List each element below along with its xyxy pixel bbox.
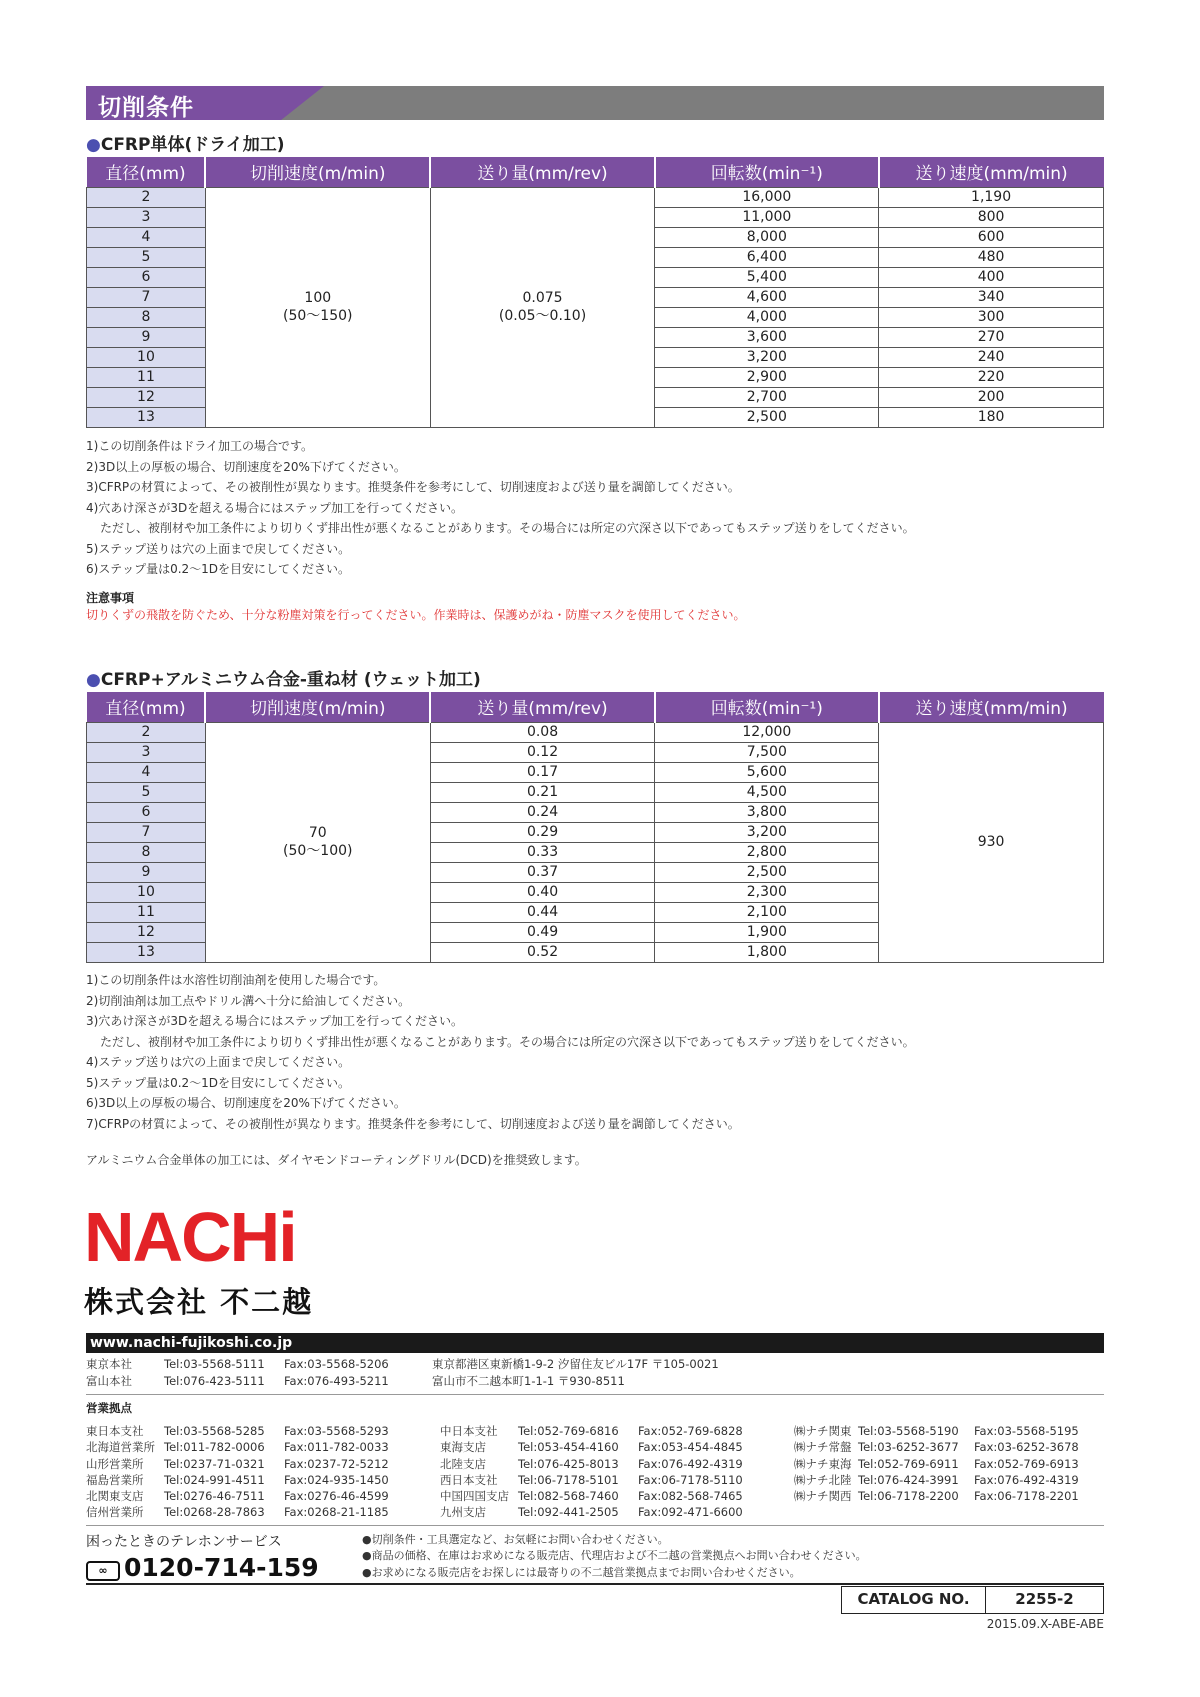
office-name: ㈱ナチ常盤: [794, 1440, 852, 1455]
office-name: 北関東支店: [86, 1489, 144, 1504]
table2-title: [86, 665, 481, 690]
office-tel: Tel:03-5568-5285: [164, 1424, 265, 1438]
table1-header-row: [87, 157, 1104, 187]
office-fax: Fax:052-769-6913: [974, 1456, 1079, 1471]
list-item: [440, 1439, 758, 1455]
rpm-cell: 3,600: [655, 327, 879, 347]
feedspeed-cell: 800: [879, 207, 1104, 227]
edition-code: 2015.09.X-ABE-ABE: [986, 1617, 1104, 1631]
diameter-cell: 11: [87, 902, 206, 922]
speed-range: (50〜150): [283, 308, 353, 324]
office-tel: Tel:052-769-6816: [518, 1424, 619, 1438]
feedspeed-cell: 930: [879, 722, 1104, 962]
diameter-cell: 2: [87, 722, 206, 742]
feed-cell: 0.40: [430, 882, 655, 902]
rpm-cell: 2,700: [655, 387, 879, 407]
list-item: [86, 1456, 404, 1472]
catalog-label: CATALOG NO.: [842, 1587, 986, 1613]
office-fax: Fax:06-7178-2201: [974, 1489, 1079, 1504]
office-address: 東京都港区東新橋1-9-2 汐留住友ビル17F 〒105-0021: [432, 1357, 719, 1371]
office-name: 山形営業所: [86, 1456, 144, 1471]
website-url[interactable]: www.nachi-fujikoshi.co.jp: [86, 1333, 1104, 1353]
caution-text: 切りくずの飛散を防ぐため、十分な粉塵対策を行ってください。作業時は、保護めがね・防塵マスクを使用してください。: [86, 608, 746, 622]
diameter-cell: 8: [87, 842, 206, 862]
list-item: [86, 1356, 792, 1373]
feed-value: 0.075: [522, 290, 563, 306]
diameter-cell: 6: [87, 802, 206, 822]
office-fax: Fax:03-5568-5195: [974, 1424, 1079, 1438]
branch-column-3: [794, 1423, 1094, 1504]
list-item: [440, 1423, 758, 1439]
office-name: ㈱ナチ関東: [794, 1424, 852, 1438]
note-line: 5)ステップ量は0.2〜1Dを目安にしてください。: [86, 1075, 351, 1090]
list-item: [86, 1423, 404, 1439]
feed-cell: 0.37: [430, 862, 655, 882]
sales-offices-heading: 営業拠点: [86, 1401, 132, 1415]
note-line: 5)ステップ送りは穴の上面まで戻してください。: [86, 541, 351, 556]
note-line: 2)切削油剤は加工点やドリル溝へ十分に給油してください。: [86, 993, 411, 1008]
list-item: [794, 1488, 1094, 1504]
office-tel: Tel:03-5568-5190: [858, 1424, 959, 1438]
list-item: [794, 1456, 1094, 1472]
telephone-service-label: 困ったときのテレホンサービス: [86, 1534, 282, 1550]
office-tel: Tel:076-424-3991: [858, 1472, 959, 1487]
speed-cell: [205, 187, 430, 427]
divider: [86, 1583, 1104, 1585]
office-tel: Tel:03-6252-3677: [858, 1440, 959, 1455]
diameter-cell: 10: [87, 347, 206, 367]
rpm-cell: 5,600: [655, 762, 879, 782]
table1-notes: [86, 436, 915, 580]
caution-heading: 注意事項: [86, 591, 135, 605]
feed-cell: 0.24: [430, 802, 655, 822]
office-tel: Tel:0237-71-0321: [164, 1456, 265, 1471]
office-fax: Fax:011-782-0033: [284, 1440, 389, 1455]
office-tel: Tel:03-5568-5111: [164, 1357, 265, 1371]
office-tel: Tel:0276-46-7511: [164, 1489, 265, 1504]
diameter-cell: 3: [87, 742, 206, 762]
branch-column-2: [440, 1423, 758, 1521]
feedspeed-cell: 300: [879, 307, 1104, 327]
bullet-dot-icon: ●: [86, 135, 101, 155]
table1: [86, 157, 1104, 428]
note-line: 3)CFRPの材質によって、その被削性が異なります。推奨条件を参考にして、切削速度および送り量を調節してください。: [86, 480, 740, 494]
feed-cell: 0.08: [430, 722, 655, 742]
office-tel: Tel:06-7178-2200: [858, 1489, 959, 1504]
aluminium-note: アルミニウム合金単体の加工には、ダイヤモンドコーティングドリル(DCD)を推奨致します。: [86, 1153, 587, 1167]
table2: [86, 692, 1104, 963]
diameter-cell: 3: [87, 207, 206, 227]
office-tel: Tel:082-568-7460: [518, 1489, 619, 1504]
feed-cell: 0.52: [430, 942, 655, 962]
speed-cell: [205, 722, 430, 962]
rpm-cell: 2,300: [655, 882, 879, 902]
diameter-cell: 13: [87, 942, 206, 962]
diameter-cell: 13: [87, 407, 206, 427]
rpm-cell: 2,500: [655, 862, 879, 882]
bullet-line: ●切削条件・工具選定など、お気軽にお問い合わせください。: [362, 1533, 669, 1546]
table2-notes: [86, 970, 915, 1134]
table1-title: [86, 130, 285, 155]
office-name: 北陸支店: [440, 1456, 486, 1471]
diameter-cell: 7: [87, 287, 206, 307]
diameter-cell: 8: [87, 307, 206, 327]
office-name: ㈱ナチ北陸: [794, 1472, 852, 1487]
feed-cell: [430, 187, 655, 427]
diameter-cell: 7: [87, 822, 206, 842]
free-dial-icon: ∞: [86, 1561, 120, 1581]
note-line: 6)3D以上の厚板の場合、切削速度を20%下げてください。: [86, 1096, 406, 1110]
diameter-cell: 5: [87, 247, 206, 267]
rpm-cell: 16,000: [655, 187, 879, 207]
catalog-number-box: [841, 1586, 1104, 1614]
feedspeed-cell: 220: [879, 367, 1104, 387]
list-item: [440, 1504, 758, 1520]
note-line: 4)ステップ送りは穴の上面まで戻してください。: [86, 1055, 351, 1069]
office-name: 西日本支社: [440, 1472, 498, 1487]
table2-header-row: [87, 692, 1104, 722]
note-line: 7)CFRPの材質によって、その被削性が異なります。推奨条件を参考にして、切削速度および送り量を調節してください。: [86, 1116, 740, 1131]
note-line: 1)この切削条件は水溶性切削油剤を使用した場合です。: [86, 973, 386, 987]
feed-cell: 0.12: [430, 742, 655, 762]
feedspeed-cell: 180: [879, 407, 1104, 427]
feedspeed-cell: 600: [879, 227, 1104, 247]
note-line: 1)この切削条件はドライ加工の場合です。: [86, 439, 313, 453]
office-name: 九州支店: [440, 1505, 486, 1520]
office-fax: Fax:0276-46-4599: [284, 1489, 389, 1504]
office-name: 中国四国支店: [440, 1489, 509, 1504]
speed-value: 70: [308, 825, 327, 841]
office-name: ㈱ナチ関西: [794, 1489, 852, 1504]
table2-header-feed: 送り量(mm/rev): [430, 692, 655, 722]
telephone-service: [86, 1531, 319, 1582]
list-item: [86, 1472, 404, 1488]
table1-header-diameter: 直径(mm): [87, 157, 206, 187]
rpm-cell: 3,800: [655, 802, 879, 822]
company-logo: [84, 1198, 314, 1321]
headquarters-list: [86, 1356, 792, 1389]
divider: [86, 1525, 1104, 1526]
feed-cell: 0.29: [430, 822, 655, 842]
company-name: 株式会社 不二越: [84, 1285, 314, 1319]
office-fax: Fax:0268-21-1185: [284, 1505, 389, 1520]
rpm-cell: 4,600: [655, 287, 879, 307]
branch-column-1: [86, 1423, 404, 1521]
list-item: [440, 1488, 758, 1504]
diameter-cell: 4: [87, 227, 206, 247]
diameter-cell: 12: [87, 387, 206, 407]
office-name: 福島営業所: [86, 1472, 144, 1487]
diameter-cell: 11: [87, 367, 206, 387]
note-line: ただし、被削材や加工条件により切りくず排出性が悪くなることがあります。その場合には所定の穴深さ以下であってもステップ送りをしてください。: [100, 1034, 915, 1049]
catalog-number: 2255-2: [1015, 1590, 1074, 1608]
feed-cell: 0.49: [430, 922, 655, 942]
table2-header-rpm: 回転数(min⁻¹): [655, 692, 879, 722]
table1-header-rpm: 回転数(min⁻¹): [655, 157, 879, 187]
feedspeed-cell: 270: [879, 327, 1104, 347]
list-item: [86, 1439, 404, 1455]
office-fax: Fax:03-5568-5206: [284, 1357, 389, 1371]
office-address: 富山市不二越本町1-1-1 〒930-8511: [432, 1373, 625, 1388]
diameter-cell: 5: [87, 782, 206, 802]
feed-cell: 0.21: [430, 782, 655, 802]
feedspeed-cell: 200: [879, 387, 1104, 407]
list-item: [440, 1472, 758, 1488]
list-item: [794, 1472, 1094, 1488]
note-line: ただし、被削材や加工条件により切りくず排出性が悪くなることがあります。その場合には所定の穴深さ以下であってもステップ送りをしてください。: [100, 521, 915, 535]
diameter-cell: 9: [87, 327, 206, 347]
office-tel: Tel:053-454-4160: [518, 1440, 619, 1455]
list-item: [86, 1504, 404, 1520]
office-fax: Fax:053-454-4845: [638, 1440, 743, 1455]
rpm-cell: 7,500: [655, 742, 879, 762]
rpm-cell: 1,900: [655, 922, 879, 942]
rpm-cell: 4,000: [655, 307, 879, 327]
office-fax: Fax:076-492-4319: [974, 1472, 1079, 1487]
bullet-dot-icon: ●: [86, 670, 101, 690]
table2-title-text: CFRP+アルミニウム合金-重ね材 (ウェット加工): [100, 670, 481, 690]
office-fax: Fax:076-492-4319: [638, 1456, 743, 1471]
telephone-number[interactable]: [86, 1553, 319, 1582]
office-tel: Tel:052-769-6911: [858, 1456, 959, 1471]
table1-header-speed: 切削速度(m/min): [205, 157, 430, 187]
office-tel: Tel:076-423-5111: [164, 1373, 265, 1388]
table-row: [87, 722, 1104, 742]
office-fax: Fax:03-6252-3678: [974, 1440, 1079, 1455]
table2-header-diameter: 直径(mm): [87, 692, 206, 722]
diameter-cell: 10: [87, 882, 206, 902]
list-item: [794, 1439, 1094, 1455]
rpm-cell: 3,200: [655, 822, 879, 842]
note-line: 2)3D以上の厚板の場合、切削速度を20%下げてください。: [86, 459, 406, 474]
office-name: ㈱ナチ東海: [794, 1456, 852, 1471]
office-name: 東京本社: [86, 1357, 132, 1371]
table-row: [87, 187, 1104, 207]
table1-header-feed: 送り量(mm/rev): [430, 157, 655, 187]
telephone-number-text: 0120-714-159: [124, 1553, 319, 1582]
feedspeed-cell: 340: [879, 287, 1104, 307]
office-tel: Tel:092-441-2505: [518, 1505, 619, 1520]
rpm-cell: 4,500: [655, 782, 879, 802]
office-name: 信州営業所: [86, 1505, 144, 1520]
bullet-line: ●お求めになる販売店をお探しには最寄りの不二越営業拠点までお問い合わせください。: [362, 1565, 801, 1579]
section-banner: [86, 86, 1104, 120]
office-tel: Tel:0268-28-7863: [164, 1505, 265, 1520]
feed-cell: 0.33: [430, 842, 655, 862]
office-tel: Tel:076-425-8013: [518, 1456, 619, 1471]
table1-header-feedspeed: 送り速度(mm/min): [879, 157, 1104, 187]
list-item: [86, 1488, 404, 1504]
rpm-cell: 3,200: [655, 347, 879, 367]
contact-bullets: [362, 1532, 867, 1581]
rpm-cell: 2,500: [655, 407, 879, 427]
office-tel: Tel:024-991-4511: [164, 1472, 265, 1487]
list-item: [86, 1373, 792, 1390]
note-line: 4)穴あけ深さが3Dを超える場合にはステップ加工を行ってください。: [86, 500, 463, 515]
office-fax: Fax:024-935-1450: [284, 1472, 389, 1487]
rpm-cell: 8,000: [655, 227, 879, 247]
office-tel: Tel:011-782-0006: [164, 1440, 265, 1455]
note-line: 6)ステップ量は0.2〜1Dを目安にしてください。: [86, 562, 351, 576]
bullet-line: ●商品の価格、在庫はお求めになる販売店、代理店および不二越の営業拠点へお問い合わせください。: [362, 1549, 867, 1563]
rpm-cell: 11,000: [655, 207, 879, 227]
office-fax: Fax:052-769-6828: [638, 1424, 743, 1438]
office-fax: Fax:092-471-6600: [638, 1505, 743, 1520]
list-item: [440, 1456, 758, 1472]
diameter-cell: 9: [87, 862, 206, 882]
rpm-cell: 2,800: [655, 842, 879, 862]
diameter-cell: 6: [87, 267, 206, 287]
feed-cell: 0.17: [430, 762, 655, 782]
rpm-cell: 5,400: [655, 267, 879, 287]
banner-title: 切削条件: [98, 95, 194, 121]
rpm-cell: 2,100: [655, 902, 879, 922]
rpm-cell: 6,400: [655, 247, 879, 267]
office-name: 北海道営業所: [86, 1440, 155, 1455]
speed-value: 100: [304, 290, 332, 306]
office-name: 富山本社: [86, 1373, 132, 1388]
feedspeed-cell: 480: [879, 247, 1104, 267]
feedspeed-cell: 400: [879, 267, 1104, 287]
feed-cell: 0.44: [430, 902, 655, 922]
office-name: 東日本支社: [86, 1424, 144, 1438]
office-fax: Fax:06-7178-5110: [638, 1472, 743, 1487]
office-fax: Fax:076-493-5211: [284, 1373, 389, 1388]
rpm-cell: 2,900: [655, 367, 879, 387]
office-name: 中日本支社: [440, 1424, 498, 1438]
divider: [86, 1394, 1104, 1395]
office-name: 東海支店: [440, 1440, 486, 1455]
diameter-cell: 4: [87, 762, 206, 782]
rpm-cell: 1,800: [655, 942, 879, 962]
diameter-cell: 12: [87, 922, 206, 942]
table1-title-text: CFRP単体(ドライ加工): [100, 135, 285, 155]
office-fax: Fax:03-5568-5293: [284, 1424, 389, 1438]
nachi-logo-text: NACHi: [84, 1198, 296, 1276]
feed-range: (0.05〜0.10): [498, 308, 587, 324]
office-fax: Fax:0237-72-5212: [284, 1456, 389, 1471]
office-fax: Fax:082-568-7465: [638, 1489, 743, 1504]
feedspeed-cell: 240: [879, 347, 1104, 367]
table2-header-speed: 切削速度(m/min): [205, 692, 430, 722]
feedspeed-cell: 1,190: [879, 187, 1104, 207]
table2-header-feedspeed: 送り速度(mm/min): [879, 692, 1104, 722]
speed-range: (50〜100): [283, 843, 353, 859]
diameter-cell: 2: [87, 187, 206, 207]
list-item: [794, 1423, 1094, 1439]
rpm-cell: 12,000: [655, 722, 879, 742]
note-line: 3)穴あけ深さが3Dを超える場合にはステップ加工を行ってください。: [86, 1014, 463, 1028]
office-tel: Tel:06-7178-5101: [518, 1472, 619, 1487]
